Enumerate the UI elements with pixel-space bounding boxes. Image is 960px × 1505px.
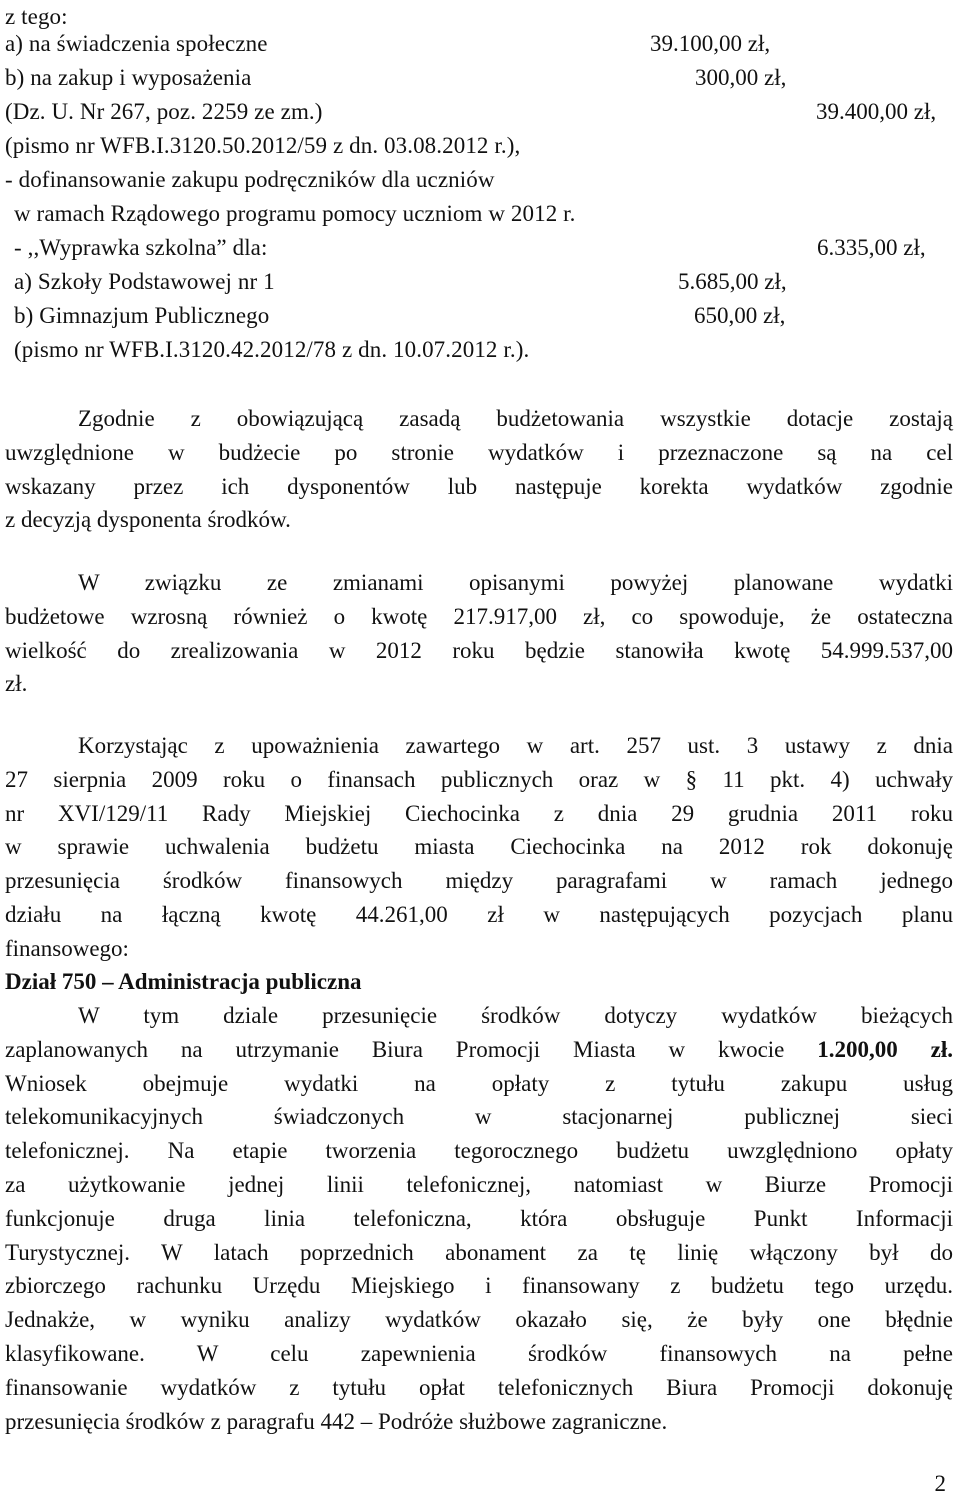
- list-line: (pismo nr WFB.I.3120.50.2012/59 z dn. 03.08.2012 r.),: [5, 133, 521, 158]
- paragraph-line: wskazany przez ich dysponentów lub następuje korekta wydatków zgodnie: [5, 473, 953, 499]
- paragraph-line: finansowanie wydatków z tytułu opłat telefonicznych Biura Promocji dokonuję: [5, 1374, 953, 1400]
- section-title: Dział 750 – Administracja publiczna: [5, 969, 362, 994]
- paragraph-line: W związku ze zmianami opisanymi powyżej planowane wydatki: [78, 570, 953, 595]
- paragraph: [5, 999, 953, 1438]
- paragraph-line: przesunięcia środków finansowych między paragrafami w ramach jednego: [5, 868, 953, 894]
- list-line: b) Gimnazjum Publicznego: [14, 303, 270, 328]
- list-line: - ,,Wyprawka szkolna” dla:: [14, 235, 268, 260]
- amount: 6.335,00 zł,: [817, 235, 926, 260]
- paragraph: [5, 402, 953, 537]
- paragraph-line: Wniosek obejmuje wydatki na opłaty z tytułu zakupu usług: [5, 1070, 953, 1096]
- paragraph-line: budżetowe wzrosną również o kwotę 217.917,00 zł, co spowoduje, że ostateczna: [5, 603, 953, 629]
- paragraph-line: Jednakże, w wyniku analizy wydatków okazało się, że były one błędnie: [5, 1307, 953, 1333]
- paragraph-line: uwzględnione w budżecie po stronie wydatków i przeznaczone są na cel: [5, 439, 953, 465]
- amount: 39.100,00 zł,: [650, 31, 771, 56]
- list-line: a) Szkoły Podstawowej nr 1: [14, 269, 275, 294]
- list-line: - dofinansowanie zakupu podręczników dla uczniów: [5, 167, 495, 192]
- paragraph-line: działu na łączną kwotę 44.261,00 zł w następujących pozycjach planu: [5, 901, 953, 927]
- paragraph-line: przesunięcia środków z paragrafu 442 – Podróże służbowe zagraniczne.: [5, 1408, 668, 1434]
- page-number: 2: [934, 1471, 946, 1496]
- paragraph-line: funkcjonuje druga linia telefoniczna, która obsługuje Punkt Informacji: [5, 1205, 953, 1231]
- paragraph-line: finansowego:: [5, 935, 129, 961]
- paragraph-line: nr XVI/129/11 Rady Miejskiej Ciechocinka z dnia 29 grudnia 2011 roku: [5, 800, 953, 826]
- list-line: b) na zakup i wyposażenia: [5, 65, 252, 90]
- paragraph-line: za użytkowanie jednej linii telefonicznej, natomiast w Biurze Promocji: [5, 1171, 953, 1197]
- amount: 39.400,00 zł,: [816, 99, 937, 124]
- paragraph-line: z decyzją dysponenta środków.: [5, 507, 291, 533]
- list-line: (Dz. U. Nr 267, poz. 2259 ze zm.): [5, 99, 323, 124]
- paragraph-line: 27 sierpnia 2009 roku o finansach publicznych oraz w § 11 pkt. 4) uchwały: [5, 766, 953, 792]
- paragraph-line: Zgodnie z obowiązującą zasadą budżetowania wszystkie dotacje zostają: [78, 406, 953, 431]
- list-line: z tego:: [5, 4, 68, 29]
- paragraph-line: klasyfikowane. W celu zapewnienia środków finansowych na pełne: [5, 1340, 953, 1366]
- paragraph: [5, 566, 953, 701]
- paragraph-line: wielkość do zrealizowania w 2012 roku będzie stanowiła kwotę 54.999.537,00: [5, 637, 953, 663]
- paragraph-line: zbiorczego rachunku Urzędu Miejskiego i finansowany z budżetu tego urzędu.: [5, 1273, 953, 1299]
- list-line: w ramach Rządowego programu pomocy uczniom w 2012 r.: [14, 201, 576, 226]
- paragraph-line: zł.: [5, 671, 28, 697]
- paragraph-line: Turystycznej. W latach poprzednich abonament za tę linię włączony był do: [5, 1239, 953, 1265]
- paragraph-line: W tym dziale przesunięcie środków dotyczy wydatków bieżących: [78, 1003, 953, 1028]
- paragraph: [5, 729, 953, 966]
- amount-bold: 1.200,00 zł.: [817, 1036, 953, 1062]
- paragraph-line: w sprawie uchwalenia budżetu miasta Ciechocinka na 2012 rok dokonuję: [5, 834, 953, 860]
- paragraph-line: Korzystając z upoważnienia zawartego w art. 257 ust. 3 ustawy z dnia: [78, 733, 953, 758]
- amount: 300,00 zł,: [695, 65, 787, 90]
- list-line: a) na świadczenia społeczne: [5, 31, 268, 56]
- amount: 650,00 zł,: [694, 303, 786, 328]
- list-line: (pismo nr WFB.I.3120.42.2012/78 z dn. 10.07.2012 r.).: [14, 337, 530, 362]
- paragraph-line: telefonicznej. Na etapie tworzenia tegorocznego budżetu uwzględniono opłaty: [5, 1138, 953, 1164]
- paragraph-line: telekomunikacyjnych świadczonych w stacjonarnej publicznej sieci: [5, 1104, 953, 1130]
- paragraph-text: zaplanowanych na utrzymanie Biura Promocji Miasta w kwocie: [5, 1036, 785, 1062]
- paragraph-line: [5, 1033, 953, 1067]
- amount: 5.685,00 zł,: [678, 269, 787, 294]
